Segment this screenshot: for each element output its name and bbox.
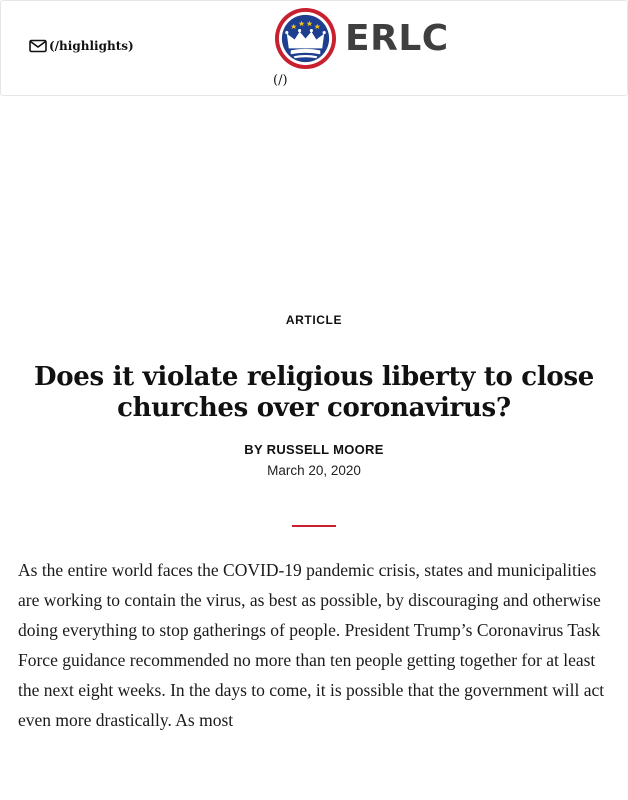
highlights-link-label: (/highlights) (49, 39, 134, 53)
article-date: March 20, 2020 (267, 463, 361, 478)
title-divider (292, 525, 336, 527)
site-logo[interactable] (274, 7, 449, 70)
erlc-crown-logo-icon (274, 7, 337, 70)
article-byline[interactable]: BY RUSSELL MOORE (244, 442, 384, 457)
highlights-link[interactable] (29, 39, 134, 53)
article-title: Does it violate religious liberty to close churches over coronavirus? (33, 362, 595, 423)
home-link[interactable]: (/) (273, 73, 288, 88)
logo-wordmark: ERLC (345, 18, 449, 59)
mail-icon (29, 39, 47, 53)
site-header (0, 0, 628, 96)
article-type-label: ARTICLE (285, 313, 343, 327)
article-body-paragraph: As the entire world faces the COVID-19 pandemic crisis, states and municipalities are working to contain the virus, as best as possible, by discouraging and otherwise doing everything to stop gatherings of people. President Trump’s Coronavirus Task Force guidance recommended no more than ten people getting together for at least the next eight weeks. In the days to come, it is possible that the government will act even more drastically. As most (18, 560, 605, 730)
